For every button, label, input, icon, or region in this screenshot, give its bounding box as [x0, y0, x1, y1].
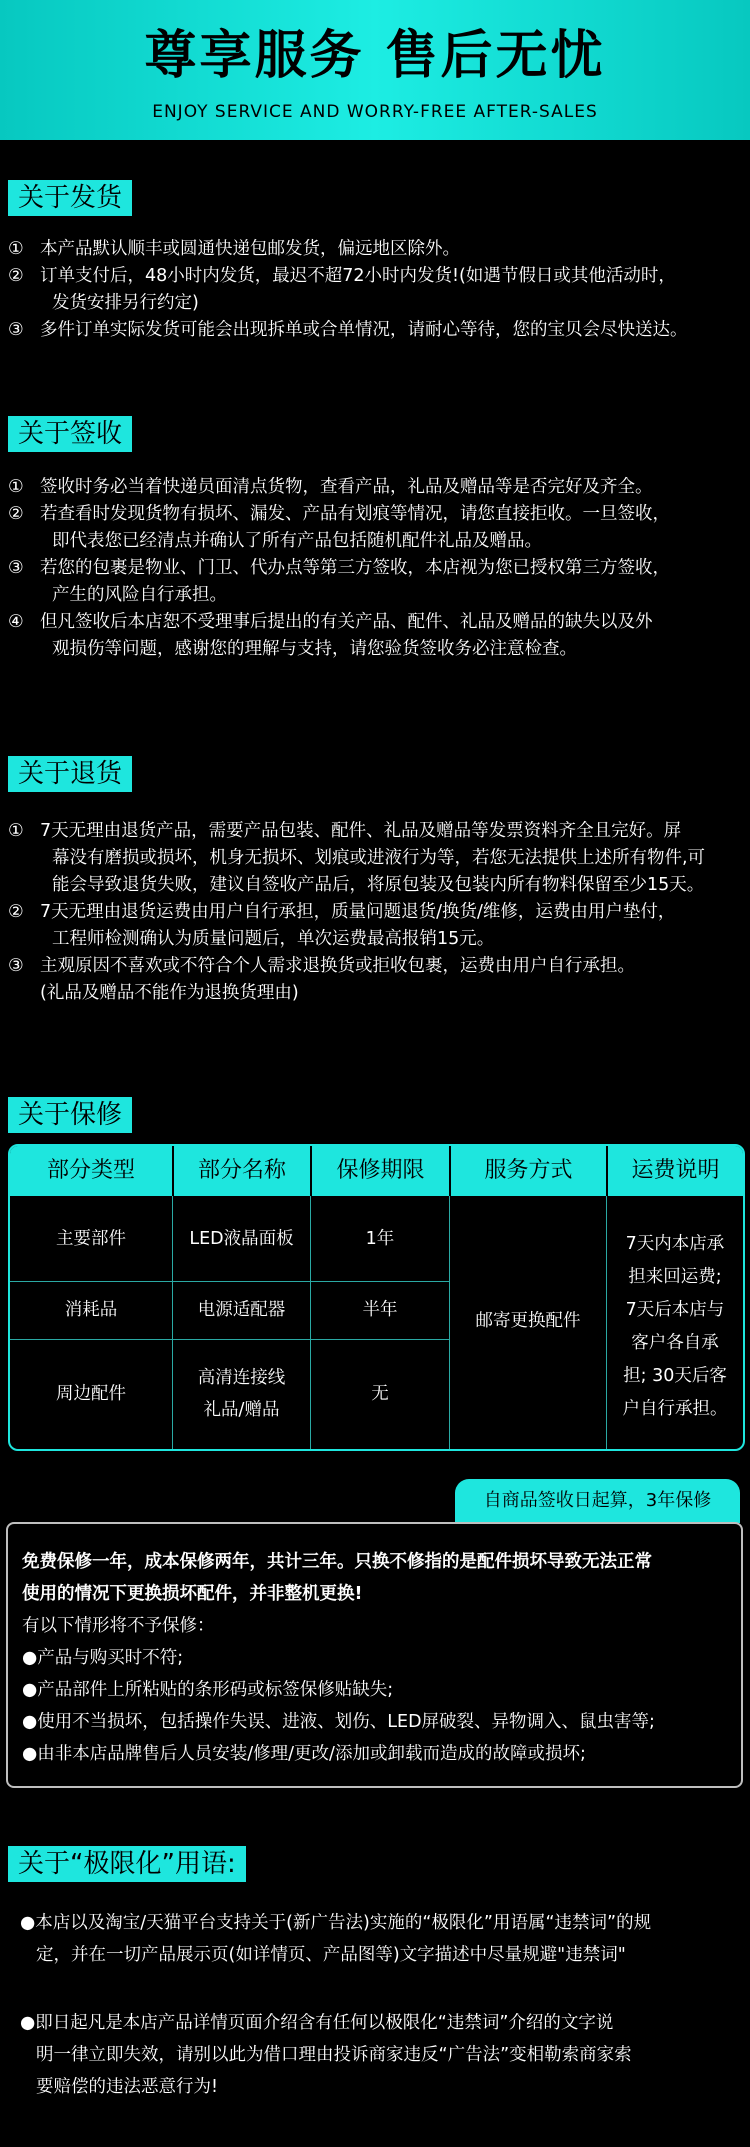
- policy-line: ●使用不当损坏，包括操作失误、进液、划伤、LED屏破裂、异物调入、鼠虫害等;: [22, 1712, 655, 1732]
- list-item: ① 签收时务必当着快递员面清点货物，查看产品，礼品及赠品等是否完好及齐全。: [8, 477, 653, 497]
- policy-line: ●产品与购买时不符;: [22, 1648, 184, 1668]
- list-item: 发货安排另行约定): [52, 293, 199, 313]
- policy-line: 有以下情形将不予保修：: [22, 1616, 215, 1636]
- divider: [10, 1281, 449, 1282]
- list-item: ① 本产品默认顺丰或圆通快递包邮发货，偏远地区除外。: [8, 239, 460, 259]
- list-item: 产生的风险自行承担。: [52, 585, 227, 605]
- list-item: ② 若查看时发现货物有损坏、漏发、产品有划痕等情况，请您直接拒收。一旦签收，: [8, 504, 670, 524]
- signing-list: [8, 474, 736, 663]
- list-item: ③ 多件订单实际发货可能会出现拆单或合单情况，请耐心等待，您的宝贝会尽快送达。: [8, 320, 688, 340]
- terms-paragraph-2: ●即日起凡是本店产品详情页面介绍含有任何以极限化“违禁词”介绍的文字说 明一律立即失效，请别以此为借口理由投诉商家违反“广告法”变相勒索商家索 要赔偿的违法恶意行为!: [20, 2013, 632, 2097]
- warranty-badge: 自商品签收日起算，3年保修: [455, 1479, 740, 1523]
- warranty-table: [8, 1144, 745, 1451]
- divider: [172, 1146, 174, 1196]
- page-subtitle: ENJOY SERVICE AND WORRY-FREE AFTER-SALES: [152, 102, 598, 122]
- table-header: 保修期限: [312, 1146, 449, 1196]
- table-cell: LED液晶面板: [189, 1229, 294, 1249]
- shipping-note: 7天内本店承 担来回运费; 7天后本店与 客户各自承 担; 30天后客 户自行承担。: [622, 1234, 728, 1419]
- section-title-warranty: 关于保修: [8, 1097, 132, 1133]
- page-title: 尊享服务 售后无忧: [144, 26, 606, 86]
- table-cell: 消耗品: [64, 1300, 118, 1320]
- table-cell: 高清连接线: [197, 1368, 286, 1388]
- table-header: 部分名称: [174, 1146, 310, 1196]
- divider: [606, 1146, 608, 1196]
- list-item: 工程师检测确认为质量问题后，单次运费最高报销15元。: [52, 929, 495, 949]
- divider: [449, 1146, 451, 1196]
- table-cell: 1年: [365, 1229, 395, 1249]
- table-cell: 周边配件: [56, 1384, 126, 1404]
- list-item: 观损伤等问题，感谢您的理解与支持，请您验货签收务必注意检查。: [52, 639, 577, 659]
- policy-line: ●产品部件上所粘贴的条形码或标签保修贴缺失;: [22, 1680, 394, 1700]
- section-title-returns: 关于退货: [8, 756, 132, 792]
- table-cell: 无: [371, 1384, 389, 1404]
- table-cell: 主要部件: [56, 1229, 126, 1249]
- section-title-shipping: 关于发货: [8, 180, 132, 216]
- table-cell: 半年: [362, 1300, 398, 1320]
- policy-line: 免费保修一年，成本保修两年，共计三年。只换不修指的是配件损坏导致无法正常: [22, 1552, 652, 1572]
- section-title-terms: 关于“极限化”用语:: [8, 1846, 246, 1882]
- list-item: ③ 若您的包裹是物业、门卫、代办点等第三方签收，本店视为您已授权第三方签收，: [8, 558, 670, 578]
- policy-line: ●由非本店品牌售后人员安装/修理/更改/添加或卸载而造成的故障或损坏;: [22, 1744, 586, 1764]
- list-item: ② 订单支付后，48小时内发货，最迟不超72小时内发货!(如遇节假日或其他活动时，: [8, 266, 676, 286]
- table-cell: 礼品/赠品: [203, 1400, 280, 1420]
- table-cell: 电源适配器: [197, 1300, 286, 1320]
- policy-line: 使用的情况下更换损坏配件，并非整机更换!: [22, 1584, 363, 1604]
- list-item: (礼品及赠品不能作为退换货理由): [40, 983, 299, 1003]
- table-cell: 邮寄更换配件: [475, 1311, 581, 1331]
- table-header: 部分类型: [10, 1146, 172, 1196]
- returns-list: [8, 818, 736, 1007]
- table-header: 运费说明: [608, 1146, 743, 1196]
- shipping-list: [8, 236, 736, 344]
- section-title-signing: 关于签收: [8, 416, 132, 452]
- list-item: ② 7天无理由退货运费由用户自行承担，质量问题退货/换货/维修，运费由用户垫付，: [8, 902, 676, 922]
- list-item: 即代表您已经清点并确认了所有产品包括随机配件礼品及赠品。: [52, 531, 542, 551]
- policy-box: [6, 1522, 743, 1788]
- list-item: ① 7天无理由退货产品，需要产品包装、配件、礼品及赠品等发票资料齐全且完好。屏: [8, 821, 682, 841]
- list-item: 幕没有磨损或损坏，机身无损坏、划痕或进液行为等，若您无法提供上述所有物件,可: [52, 848, 706, 868]
- list-item: 能会导致退货失败，建议自签收产品后，将原包装及包装内所有物料保留至少15天。: [52, 875, 705, 895]
- list-item: ③ 主观原因不喜欢或不符合个人需求退换货或拒收包裹，运费由用户自行承担。: [8, 956, 635, 976]
- divider: [10, 1339, 449, 1340]
- divider: [310, 1146, 312, 1196]
- table-header: 服务方式: [451, 1146, 606, 1196]
- list-item: ④ 但凡签收后本店恕不受理事后提出的有关产品、配件、礼品及赠品的缺失以及外: [8, 612, 653, 632]
- terms-paragraph-1: ●本店以及淘宝/天猫平台支持关于(新广告法)实施的“极限化”用语属“违禁词”的规 定，并在一切产品展示页(如详情页、产品图等)文字描述中尽量规避"违禁词": [20, 1913, 652, 1965]
- page-header: [0, 0, 750, 140]
